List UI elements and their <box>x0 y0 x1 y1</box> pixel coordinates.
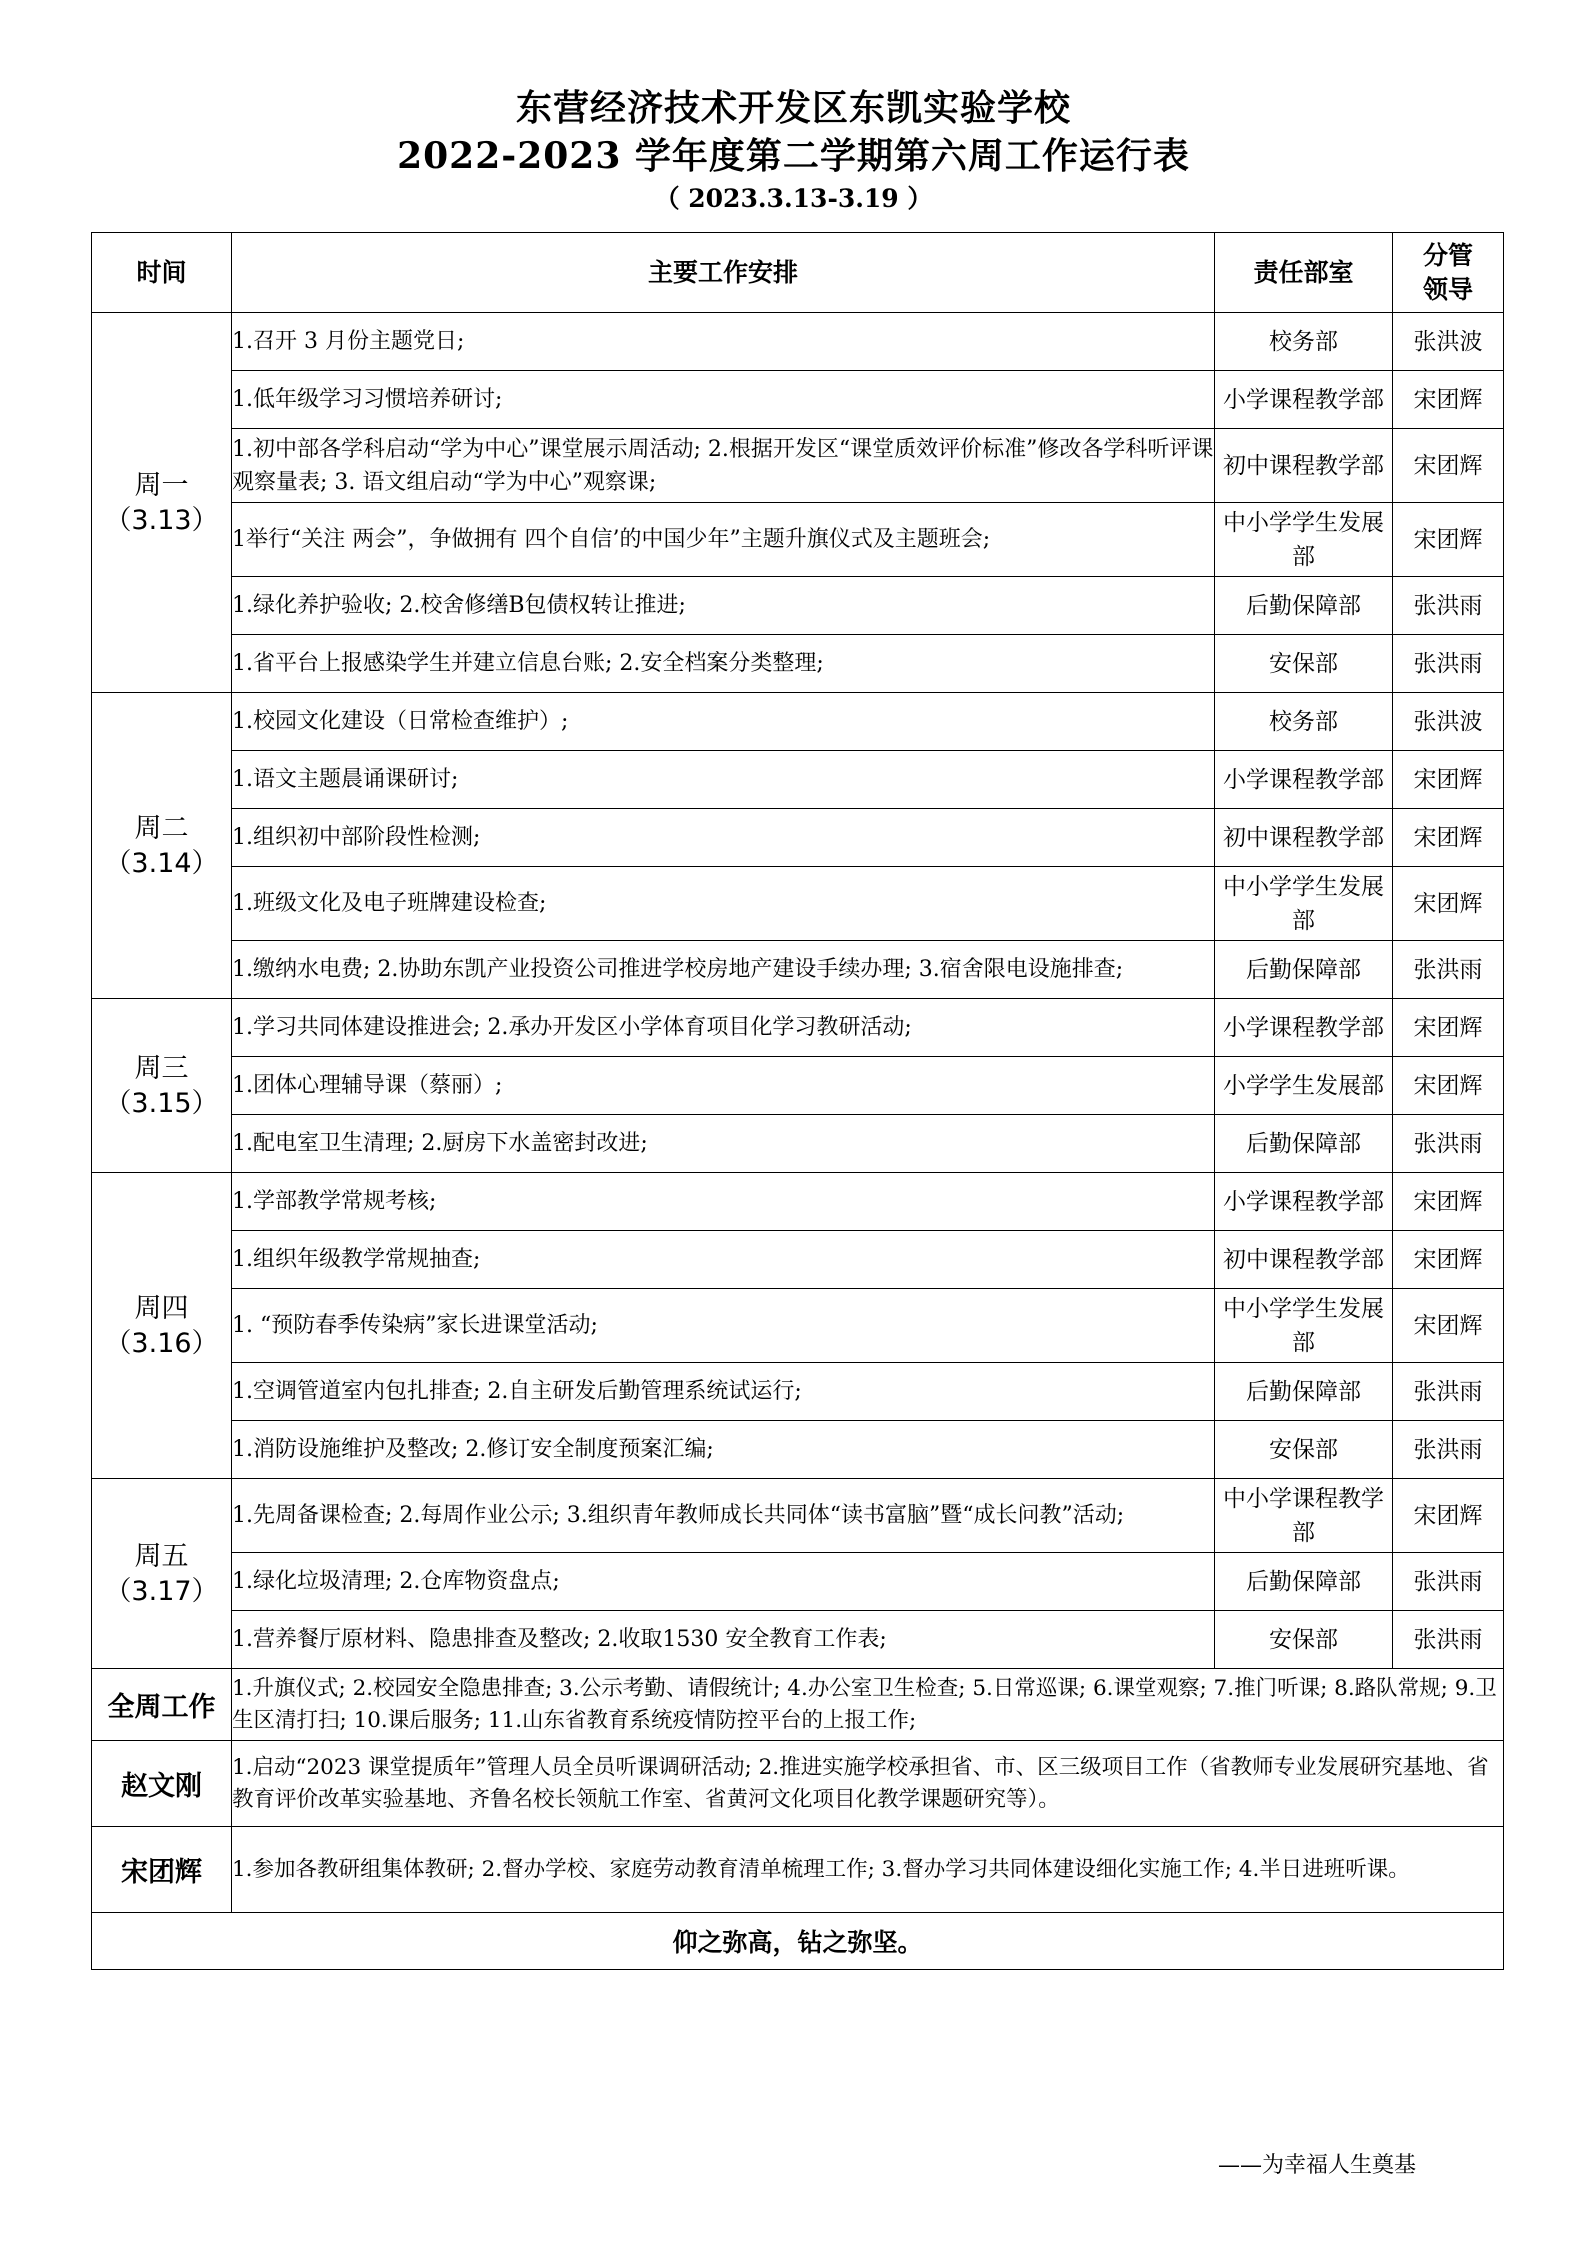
column-header-leader <box>1393 233 1504 313</box>
leader-cell: 宋团辉 <box>1393 1231 1504 1289</box>
leader-cell: 张洪雨 <box>1393 577 1504 635</box>
column-header-time: 时间 <box>92 233 232 313</box>
work-item: 1.组织初中部阶段性检测; <box>232 809 1215 867</box>
table-row <box>92 1231 1504 1289</box>
work-item: 1.省平台上报感染学生并建立信息台账; 2.安全档案分类整理; <box>232 635 1215 693</box>
work-item: 1.低年级学习习惯培养研讨; <box>232 371 1215 429</box>
department-cell: 安保部 <box>1215 1421 1393 1479</box>
leader-cell: 宋团辉 <box>1393 751 1504 809</box>
department-cell: 后勤保障部 <box>1215 1363 1393 1421</box>
leader-cell: 宋团辉 <box>1393 867 1504 941</box>
leader-cell: 宋团辉 <box>1393 1057 1504 1115</box>
work-item: 1.学部教学常规考核; <box>232 1173 1215 1231</box>
table-row <box>92 577 1504 635</box>
leader-cell: 张洪雨 <box>1393 941 1504 999</box>
work-item: 1.校园文化建设（日常检查维护）; <box>232 693 1215 751</box>
day-cell <box>92 1479 232 1669</box>
day-name: 周三 <box>134 1052 189 1084</box>
work-item: 1.班级文化及电子班牌建设检查; <box>232 867 1215 941</box>
department-cell: 小学课程教学部 <box>1215 751 1393 809</box>
table-row <box>92 999 1504 1057</box>
day-name: 周二 <box>134 812 189 844</box>
work-item: 1.团体心理辅导课（蔡丽）; <box>232 1057 1215 1115</box>
whole-week-label: 全周工作 <box>92 1669 232 1741</box>
work-item: 1.营养餐厅原材料、隐患排查及整改; 2.收取1530 安全教育工作表; <box>232 1611 1215 1669</box>
table-row <box>92 1363 1504 1421</box>
work-schedule-table <box>91 232 1504 1970</box>
footer-slogan: ——为幸福人生奠基 <box>1218 2153 1417 2178</box>
leader-cell: 宋团辉 <box>1393 1479 1504 1553</box>
table-row <box>92 1611 1504 1669</box>
department-cell: 校务部 <box>1215 693 1393 751</box>
leader-cell: 宋团辉 <box>1393 429 1504 503</box>
department-cell: 中小学学生发展部 <box>1215 867 1393 941</box>
whole-week-row <box>92 1669 1504 1741</box>
work-item: 1.绿化垃圾清理; 2.仓库物资盘点; <box>232 1553 1215 1611</box>
leader-row <box>92 1741 1504 1827</box>
leader-cell: 宋团辉 <box>1393 1289 1504 1363</box>
document-title: 2022-2023 学年度第二学期第六周工作运行表 <box>397 135 1190 177</box>
table-row <box>92 1173 1504 1231</box>
table-row <box>92 313 1504 371</box>
table-row <box>92 1421 1504 1479</box>
department-cell: 中小学学生发展部 <box>1215 1289 1393 1363</box>
leader-cell: 宋团辉 <box>1393 809 1504 867</box>
department-cell: 初中课程教学部 <box>1215 809 1393 867</box>
leader-cell: 张洪波 <box>1393 313 1504 371</box>
column-header-dept: 责任部室 <box>1215 233 1393 313</box>
table-row <box>92 1115 1504 1173</box>
work-item: 1.配电室卫生清理; 2.厨房下水盖密封改进; <box>232 1115 1215 1173</box>
work-item: 1.组织年级教学常规抽查; <box>232 1231 1215 1289</box>
department-cell: 后勤保障部 <box>1215 941 1393 999</box>
day-date: （3.15） <box>104 1087 219 1119</box>
day-date: （3.13） <box>104 504 219 536</box>
schedule-body <box>92 313 1504 1970</box>
table-row <box>92 1057 1504 1115</box>
leader-cell: 宋团辉 <box>1393 371 1504 429</box>
work-item: 1. “预防春季传染病”家长进课堂活动; <box>232 1289 1215 1363</box>
day-cell <box>92 693 232 999</box>
work-item: 1.学习共同体建设推进会; 2.承办开发区小学体育项目化学习教研活动; <box>232 999 1215 1057</box>
work-item: 1举行“关注 两会”，争做拥有 四个自信’的中国少年”主题升旗仪式及主题班会; <box>232 503 1215 577</box>
department-cell: 小学学生发展部 <box>1215 1057 1393 1115</box>
leader-cell: 张洪雨 <box>1393 1553 1504 1611</box>
day-name: 周一 <box>134 469 189 501</box>
department-cell: 小学课程教学部 <box>1215 1173 1393 1231</box>
department-cell: 后勤保障部 <box>1215 1553 1393 1611</box>
work-item: 1.绿化养护验收; 2.校舍修缮B包债权转让推进; <box>232 577 1215 635</box>
department-cell: 安保部 <box>1215 1611 1393 1669</box>
table-row <box>92 429 1504 503</box>
table-row <box>92 751 1504 809</box>
work-item: 1.缴纳水电费; 2.协助东凯产业投资公司推进学校房地产建设手续办理; 3.宿舍限电设施排查; <box>232 941 1215 999</box>
table-row <box>92 941 1504 999</box>
leader-cell: 张洪雨 <box>1393 1421 1504 1479</box>
document-header <box>0 84 1587 216</box>
table-row <box>92 635 1504 693</box>
work-item: 1.初中部各学科启动“学为中心”课堂展示周活动; 2.根据开发区“课堂质效评价标准”修改各学科听评课观察量表; 3. 语文组启动“学为中心”观察课; <box>232 429 1215 503</box>
day-cell <box>92 999 232 1173</box>
department-cell: 小学课程教学部 <box>1215 999 1393 1057</box>
work-item: 1.先周备课检查; 2.每周作业公示; 3.组织青年教师成长共同体“读书富脑”暨“成长问教”活动; <box>232 1479 1215 1553</box>
table-row <box>92 1289 1504 1363</box>
leader-cell: 宋团辉 <box>1393 503 1504 577</box>
table-row <box>92 1553 1504 1611</box>
leader-cell: 张洪雨 <box>1393 1115 1504 1173</box>
department-cell: 校务部 <box>1215 313 1393 371</box>
department-cell: 初中课程教学部 <box>1215 429 1393 503</box>
day-cell <box>92 313 232 693</box>
department-cell: 安保部 <box>1215 635 1393 693</box>
table-row <box>92 371 1504 429</box>
day-date: （3.16） <box>104 1327 219 1359</box>
work-item: 1.语文主题晨诵课研讨; <box>232 751 1215 809</box>
work-item: 1.消防设施维护及整改; 2.修订安全制度预案汇编; <box>232 1421 1215 1479</box>
whole-week-text: 1.升旗仪式; 2.校园安全隐患排查; 3.公示考勤、请假统计; 4.办公室卫生检查; 5.日常巡课; 6.课堂观察; 7.推门听课; 8.路队常规; 9.卫生区清打扫; 10.课后服务; 11.山东省教育系统疫情防控平台的上报工作; <box>232 1669 1504 1741</box>
leader-cell: 张洪波 <box>1393 693 1504 751</box>
leader-task-text: 1.启动“2023 课堂提质年”管理人员全员听课调研活动; 2.推进实施学校承担省、市、区三级项目工作（省教师专业发展研究基地、省教育评价改革实验基地、齐鲁名校长领航工作室、省黄河文化项目化教学课题研究等）。 <box>232 1741 1504 1827</box>
leader-cell: 张洪雨 <box>1393 1363 1504 1421</box>
leader-cell: 张洪雨 <box>1393 1611 1504 1669</box>
motto-row <box>92 1913 1504 1970</box>
leader-name: 宋团辉 <box>92 1827 232 1913</box>
department-cell: 初中课程教学部 <box>1215 1231 1393 1289</box>
day-name: 周四 <box>134 1292 189 1324</box>
leader-task-text: 1.参加各教研组集体教研; 2.督办学校、家庭劳动教育清单梳理工作; 3.督办学习共同体建设细化实施工作; 4.半日进班听课。 <box>232 1827 1504 1913</box>
table-row <box>92 809 1504 867</box>
department-cell: 后勤保障部 <box>1215 577 1393 635</box>
table-row <box>92 867 1504 941</box>
day-name: 周五 <box>134 1540 189 1572</box>
day-date: （3.17） <box>104 1575 219 1607</box>
leader-cell: 宋团辉 <box>1393 1173 1504 1231</box>
school-name: 东营经济技术开发区东凯实验学校 <box>515 87 1071 129</box>
motto-text: 仰之弥高，钻之弥坚。 <box>92 1913 1504 1970</box>
table-row <box>92 1479 1504 1553</box>
work-item: 1.召开 3 月份主题党日; <box>232 313 1215 371</box>
department-cell: 中小学课程教学部 <box>1215 1479 1393 1553</box>
department-cell: 后勤保障部 <box>1215 1115 1393 1173</box>
department-cell: 小学课程教学部 <box>1215 371 1393 429</box>
work-item: 1.空调管道室内包扎排查; 2.自主研发后勤管理系统试运行; <box>232 1363 1215 1421</box>
table-row <box>92 693 1504 751</box>
leader-header-label: 分管领导 <box>1422 240 1473 304</box>
leader-cell: 宋团辉 <box>1393 999 1504 1057</box>
date-range: （ 2023.3.13-3.19 ） <box>654 184 933 213</box>
table-row <box>92 503 1504 577</box>
leader-name: 赵文刚 <box>92 1741 232 1827</box>
column-header-work: 主要工作安排 <box>232 233 1215 313</box>
leader-cell: 张洪雨 <box>1393 635 1504 693</box>
day-cell <box>92 1173 232 1479</box>
leader-row <box>92 1827 1504 1913</box>
table-header-row <box>92 233 1504 313</box>
department-cell: 中小学学生发展部 <box>1215 503 1393 577</box>
day-date: （3.14） <box>104 847 219 879</box>
